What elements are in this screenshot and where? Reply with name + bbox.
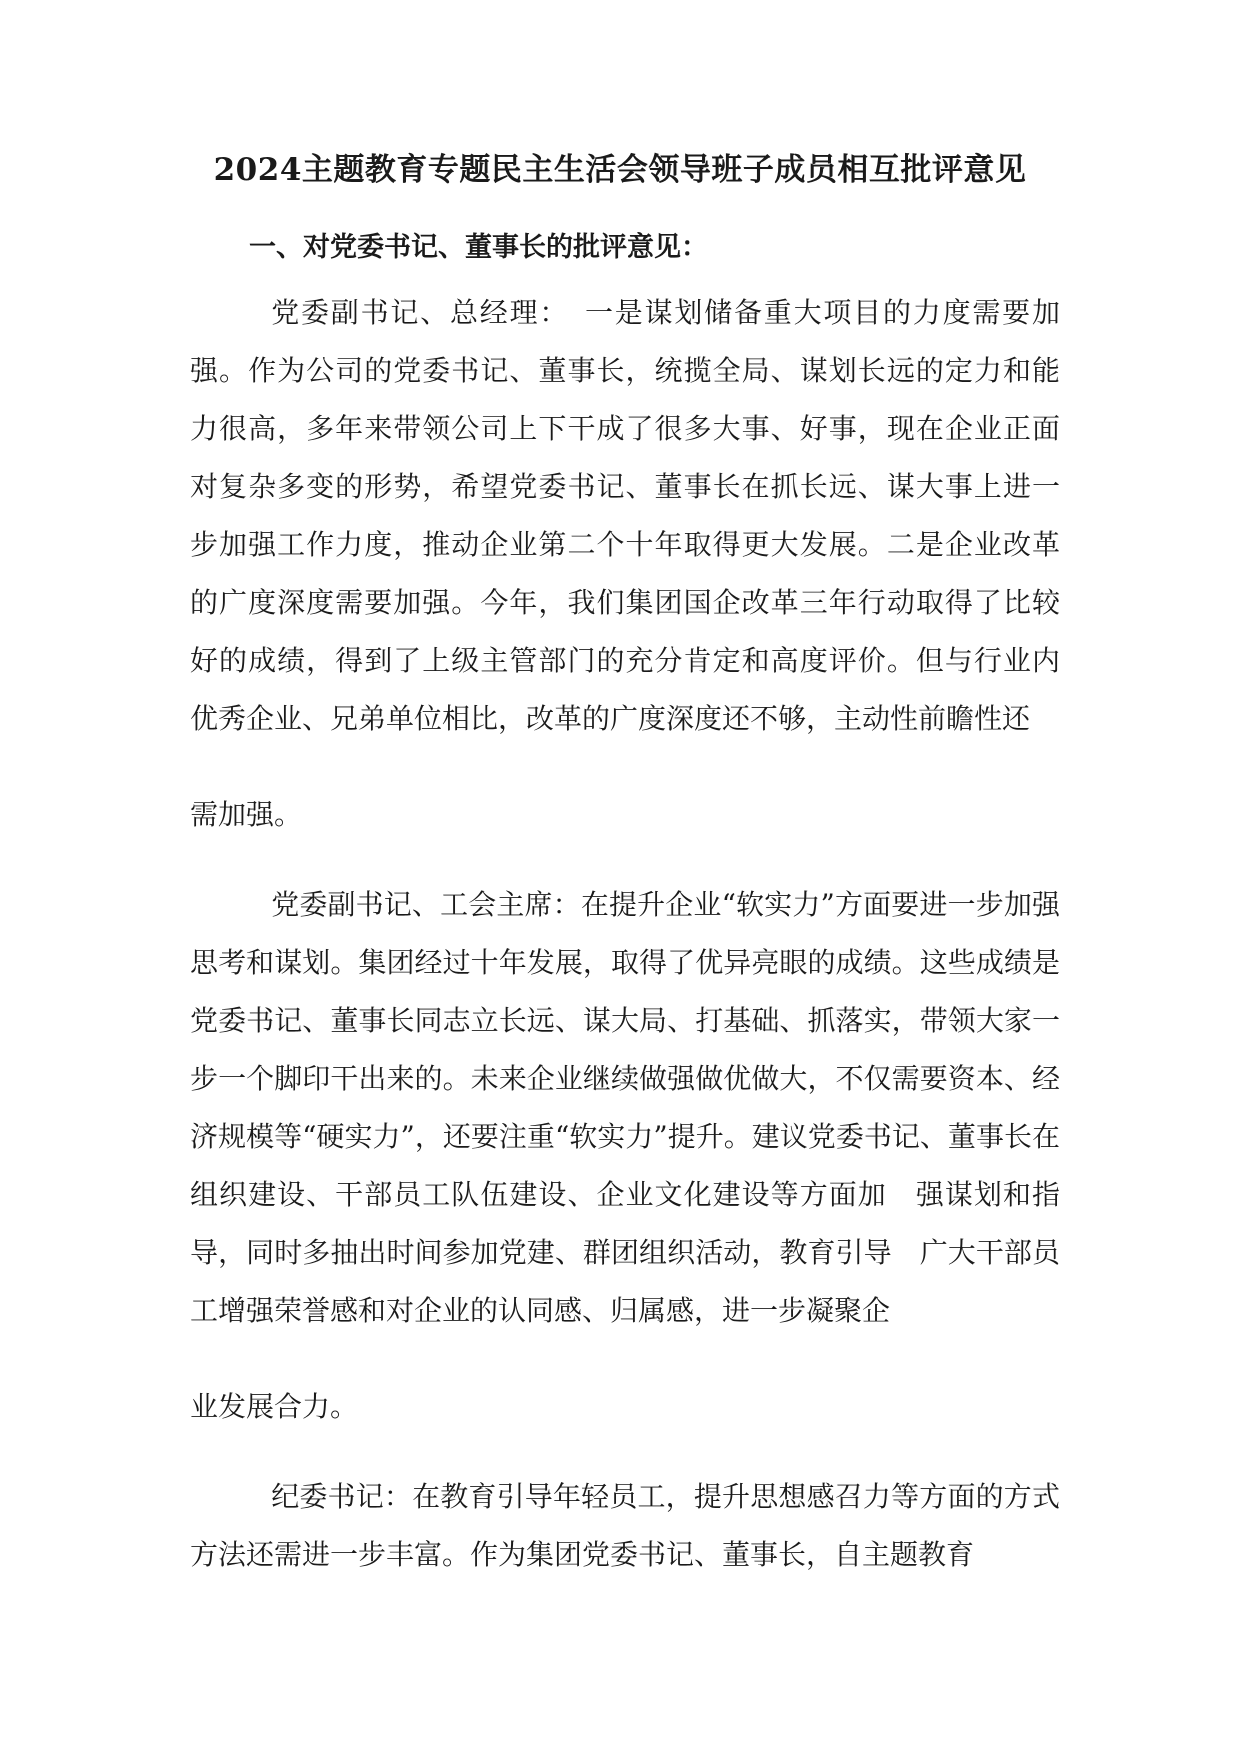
section-heading: 一、对党委书记、董事长的批评意见：	[249, 232, 708, 263]
paragraph-discipline-secretary: 纪委书记：在教育引导年轻员工，提升思想感召力等方面的方式方法还需进一步丰富。作为集团党委书记、董事长，自主题教育	[190, 1480, 1060, 1571]
document-title: 2024主题教育专题民主生活会领导班子成员相互批评意见	[213, 152, 1027, 188]
paragraph-general-manager: 党委副书记、总经理： 一是谋划储备重大项目的力度需要加 强。作为公司的党委书记、董事长，统揽全局、谋划长远的定力和能 力很高，多年来带领公司上下干成了很多大事、好事，现在企业正面 对复杂多变的形势，希望党委书记、董事长在抓长远、谋大事上进一 步加强工作力度，推动企业第二个十年取得更大发展。二是企业改革 的广度深度需要加强。今年，我们集团国企改革三年行动取得了比较 好的成绩，得到了上级主管部门的充分肯定和高度评价。但与行业内 优秀企业、兄弟单位相比，改革的广度深度还不够，主动性前瞻性还	[190, 296, 1089, 735]
paragraph-union-chairman: 党委副书记、工会主席：在提升企业“软实力”方面要进一步加强思考和谋划。集团经过十年发展，取得了优异亮眼的成绩。这些成绩是党委书记、董事长同志立长远、谋大局、打基础、抓落实，带领大家一步一个脚印干出来的。未来企业继续做强做优做大，不仅需要资本、经济规模等“硬实力”，还要注重“软实力”提升。建议党委书记、董事长在组织建设、干部员工队伍建设、企业文化建设等方面加 强谋划和指导，同时多抽出时间参加党建、群团组织活动，教育引导 广大干部员工增强荣誉感和对企业的认同感、归属感，进一步凝聚企	[190, 888, 1060, 1327]
paragraph-union-chairman-tail: 业发展合力。	[190, 1390, 359, 1423]
paragraph-general-manager-tail: 需加强。	[190, 798, 303, 831]
